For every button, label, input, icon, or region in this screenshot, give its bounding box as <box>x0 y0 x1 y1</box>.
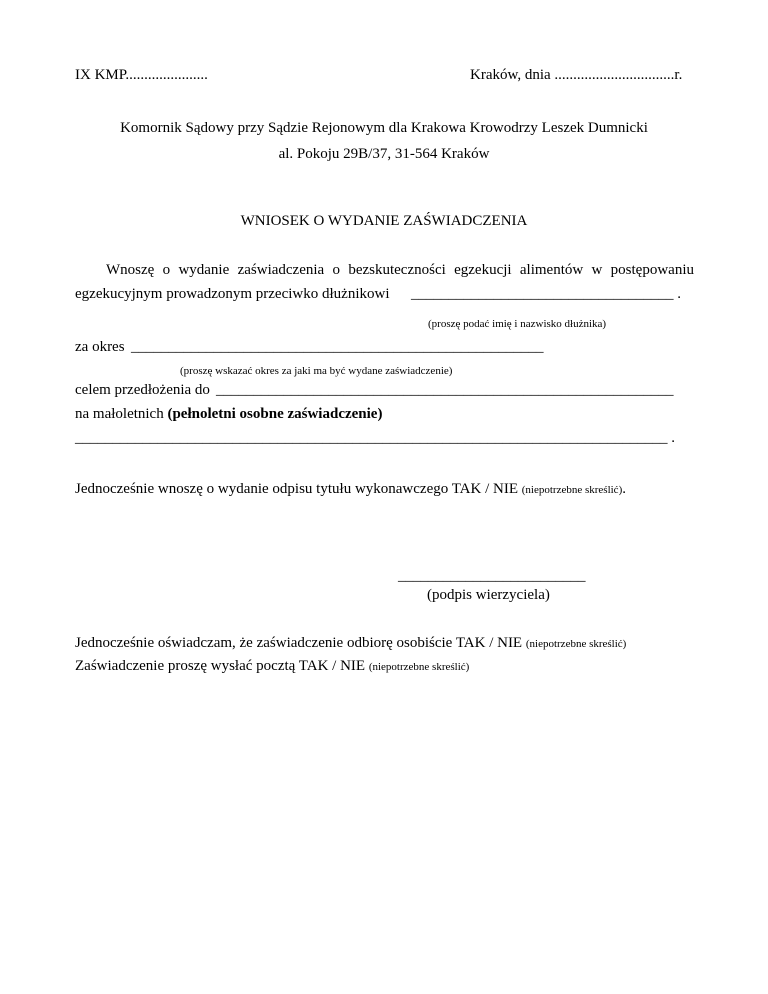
signature-line: _________________________ <box>398 568 586 584</box>
request-text-line2: egzekucyjnym prowadzonym przeciwko dłużnikowi <box>75 286 390 302</box>
pickup-hint: (niepotrzebne skreślić) <box>525 638 627 650</box>
copy-end: . <box>622 481 626 497</box>
debtor-hint: (proszę podać imię i nazwisko dłużnika) <box>428 318 607 330</box>
period-label: za okres <box>75 339 125 355</box>
mail-hint: (niepotrzebne skreślić) <box>368 661 470 673</box>
mail-declaration <box>75 657 469 676</box>
addressee-address: al. Pokoju 29B/37, 31-564 Kraków <box>278 146 490 162</box>
purpose-field: _____________________________________________________________ <box>216 382 674 398</box>
case-number: IX KMP...................... <box>75 67 208 83</box>
pickup-declaration <box>75 634 626 653</box>
purpose-label: celem przedłożenia do <box>75 382 210 398</box>
addressee-name: Komornik Sądowy przy Sądzie Rejonowym dla Krakowa Krowodrzy Leszek Dumnicki <box>120 120 648 136</box>
request-text-line1: Wnoszę o wydanie zaświadczenia o bezskuteczności egzekucji alimentów w postępowaniu <box>106 262 694 278</box>
minors-line <box>75 405 382 423</box>
period-field: _______________________________________________________ <box>131 339 544 355</box>
copy-request-line <box>75 480 626 499</box>
minors-note: (pełnoletni osobne zaświadczenie) <box>167 406 383 422</box>
pickup-text: Jednocześnie oświadczam, że zaświadczenie odbiorę osobiście TAK / NIE <box>75 635 523 651</box>
minors-label: na małoletnich <box>75 406 164 422</box>
place-and-date: Kraków, dnia ................................r. <box>470 67 683 83</box>
debtor-name-field: ___________________________________ . <box>411 286 681 302</box>
signature-label: (podpis wierzyciela) <box>427 587 550 603</box>
copy-hint: (niepotrzebne skreślić) <box>521 484 623 496</box>
copy-request: Jednocześnie wnoszę o wydanie odpisu tytułu wykonawczego TAK / NIE <box>75 481 518 497</box>
period-hint: (proszę wskazać okres za jaki ma być wydane zaświadczenie) <box>180 365 453 377</box>
mail-text: Zaświadczenie proszę wysłać pocztą TAK / NIE <box>75 658 366 674</box>
document-title: WNIOSEK O WYDANIE ZAŚWIADCZENIA <box>240 213 528 229</box>
minors-field: _______________________________________________________________________________ . <box>75 430 675 446</box>
